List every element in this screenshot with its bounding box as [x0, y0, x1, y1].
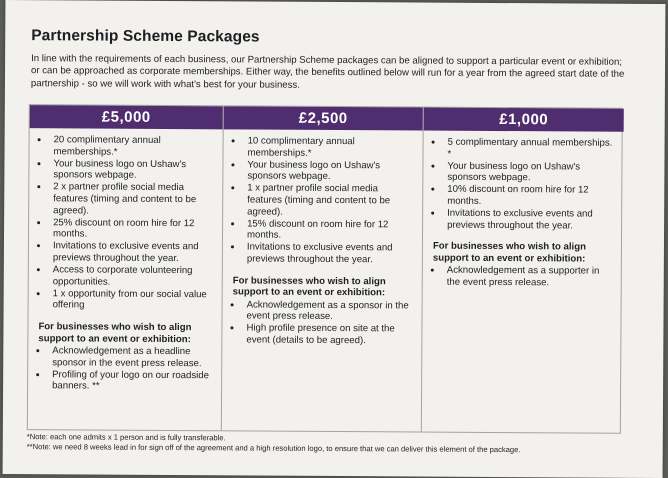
event-benefit-item: • Profiling of your logo on our roadside banners. ** — [48, 369, 213, 393]
footnotes — [27, 432, 521, 455]
package-benefits — [222, 129, 422, 351]
package-column-5000 — [28, 105, 224, 430]
event-support-heading: For businesses who wish to align support to an event or exhibition: — [232, 274, 386, 299]
benefit-item: • Invitations to exclusive events and previews throughout the year. — [243, 242, 414, 266]
benefits-list — [37, 134, 215, 312]
benefit-item: • 10 complimentary annual memberships.* — [243, 135, 414, 159]
package-column-1000 — [422, 108, 624, 433]
page-title: Partnership Scheme Packages — [31, 27, 260, 46]
event-benefit-item: • Acknowledgement as a sponsor in the event press release. — [242, 299, 413, 323]
event-benefit-item: • High profile presence on site at the event (details to be agreed). — [242, 323, 413, 347]
benefit-item: • Your business logo on Ushaw's sponsors webpage. — [443, 160, 615, 184]
benefit-item: • 20 complimentary annual memberships.* — [49, 134, 214, 158]
packages-table — [27, 104, 623, 434]
intro-paragraph: In line with the requirements of each business, our Partnership Scheme packages can be aligned to support a particular event or exhibition; or can be approached as corporate memberships. Either way, the benefits outlined below will run for a year from the agreed start date of the partnership - so we will work with what's best for your business. — [30, 53, 625, 91]
package-price-header: £2,500 — [224, 106, 423, 130]
document-page — [3, 0, 666, 478]
footnote-membership: *Note: each one admits x 1 person and is fully transferable. — [26, 432, 226, 443]
benefit-item: • 5 complimentary annual memberships. * — [443, 137, 615, 161]
event-benefits-list — [431, 265, 615, 289]
package-benefits — [423, 131, 624, 294]
package-column-2500 — [222, 106, 424, 431]
event-benefit-item: • Acknowledgement as a headline sponsor in the event press release. — [48, 345, 213, 369]
package-benefits — [28, 128, 223, 398]
footnote-lead-time: **Note: we need 8 weeks lead in for sign off of the agreement and a high resolution logo, to ensure that we can deliver this element of the package. — [26, 442, 521, 455]
event-support-heading: For businesses who wish to align support to an event or exhibition: — [432, 240, 586, 265]
benefit-item: • 25% discount on room hire for 12 months. — [49, 217, 214, 241]
benefit-item: • 10% discount on room hire for 12 months. — [443, 184, 615, 208]
benefit-item: • 15% discount on room hire for 12 months. — [243, 218, 414, 242]
benefit-item: • 2 x partner profile social media features (timing and content to be agreed). — [49, 182, 214, 218]
package-price-header: £5,000 — [30, 105, 223, 129]
benefit-item: • 1 x partner profile social media features (timing and content to be agreed). — [243, 183, 414, 219]
package-price-header: £1,000 — [424, 108, 624, 132]
benefit-item: • Invitations to exclusive events and previews throughout the year. — [49, 241, 214, 265]
benefit-item: • Your business logo on Ushaw's sponsors webpage. — [49, 158, 214, 182]
event-support-heading: For businesses who wish to align support to an event or exhibition: — [38, 321, 192, 345]
benefit-item: • Invitations to exclusive events and previews throughout the year. — [443, 208, 615, 232]
event-benefits-list — [36, 345, 213, 393]
benefits-list — [231, 135, 415, 266]
benefit-item: • 1 x opportunity from our social value offering — [49, 288, 214, 312]
benefit-item: • Access to corporate volunteering opportunities. — [49, 264, 214, 288]
event-benefit-item: • Acknowledgement as a supporter in the event press release. — [443, 265, 615, 289]
event-benefits-list — [230, 299, 413, 347]
benefits-list — [431, 137, 616, 232]
benefit-item: • Your business logo on Ushaw's sponsors webpage. — [243, 159, 414, 183]
